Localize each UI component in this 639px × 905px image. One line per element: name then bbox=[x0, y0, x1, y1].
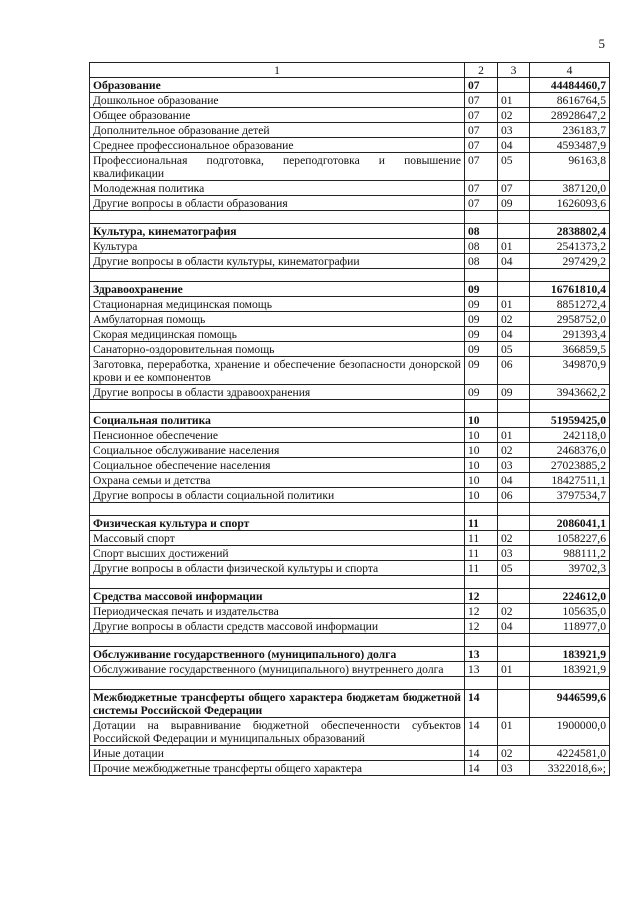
section-subcode-empty bbox=[498, 78, 530, 93]
spacer-row bbox=[90, 576, 610, 589]
section-title: Социальная политика bbox=[90, 413, 465, 428]
section-title: Культура, кинематография bbox=[90, 224, 465, 239]
section-title: Здравоохранение bbox=[90, 282, 465, 297]
table-row bbox=[90, 718, 610, 746]
table-row bbox=[90, 181, 610, 196]
row-section-code: 11 bbox=[465, 561, 498, 576]
spacer-row bbox=[90, 503, 610, 516]
section-code: 13 bbox=[465, 647, 498, 662]
row-name: Спорт высших достижений bbox=[90, 546, 465, 561]
section-row bbox=[90, 78, 610, 93]
row-section-code: 10 bbox=[465, 473, 498, 488]
row-sum: 27023885,2 bbox=[530, 458, 610, 473]
row-sum: 3322018,6»; bbox=[530, 761, 610, 776]
row-sum: 105635,0 bbox=[530, 604, 610, 619]
row-subsection-code: 02 bbox=[498, 604, 530, 619]
spacer-cell bbox=[465, 503, 498, 516]
spacer-cell bbox=[498, 503, 530, 516]
table-row bbox=[90, 746, 610, 761]
section-code: 12 bbox=[465, 589, 498, 604]
row-name: Санаторно-оздоровительная помощь bbox=[90, 342, 465, 357]
row-sum: 2541373,2 bbox=[530, 239, 610, 254]
row-name: Другие вопросы в области социальной политики bbox=[90, 488, 465, 503]
row-section-code: 14 bbox=[465, 761, 498, 776]
row-name: Дополнительное образование детей bbox=[90, 123, 465, 138]
section-title: Физическая культура и спорт bbox=[90, 516, 465, 531]
row-section-code: 08 bbox=[465, 239, 498, 254]
row-subsection-code: 06 bbox=[498, 357, 530, 385]
row-subsection-code: 06 bbox=[498, 488, 530, 503]
section-code: 14 bbox=[465, 690, 498, 718]
section-row bbox=[90, 282, 610, 297]
spacer-cell bbox=[530, 634, 610, 647]
table-row bbox=[90, 138, 610, 153]
row-sum: 1626093,6 bbox=[530, 196, 610, 211]
spacer-cell bbox=[90, 503, 465, 516]
row-subsection-code: 09 bbox=[498, 196, 530, 211]
row-sum: 8616764,5 bbox=[530, 93, 610, 108]
row-subsection-code: 05 bbox=[498, 561, 530, 576]
table-row bbox=[90, 443, 610, 458]
row-sum: 96163,8 bbox=[530, 153, 610, 181]
row-section-code: 11 bbox=[465, 546, 498, 561]
row-sum: 4224581,0 bbox=[530, 746, 610, 761]
spacer-cell bbox=[90, 677, 465, 690]
spacer-row bbox=[90, 677, 610, 690]
row-section-code: 13 bbox=[465, 662, 498, 677]
row-section-code: 10 bbox=[465, 488, 498, 503]
row-section-code: 07 bbox=[465, 153, 498, 181]
spacer-cell bbox=[90, 269, 465, 282]
section-title: Образование bbox=[90, 78, 465, 93]
row-section-code: 09 bbox=[465, 312, 498, 327]
row-section-code: 12 bbox=[465, 604, 498, 619]
row-section-code: 10 bbox=[465, 428, 498, 443]
row-sum: 183921,9 bbox=[530, 662, 610, 677]
spacer-cell bbox=[90, 634, 465, 647]
row-subsection-code: 02 bbox=[498, 312, 530, 327]
row-subsection-code: 05 bbox=[498, 153, 530, 181]
row-name: Другие вопросы в области культуры, кинематографии bbox=[90, 254, 465, 269]
section-sum: 16761810,4 bbox=[530, 282, 610, 297]
row-name: Периодическая печать и издательства bbox=[90, 604, 465, 619]
row-subsection-code: 04 bbox=[498, 254, 530, 269]
section-sum: 44484460,7 bbox=[530, 78, 610, 93]
spacer-row bbox=[90, 211, 610, 224]
section-code: 11 bbox=[465, 516, 498, 531]
section-subcode-empty bbox=[498, 282, 530, 297]
section-row bbox=[90, 690, 610, 718]
row-section-code: 07 bbox=[465, 138, 498, 153]
row-section-code: 09 bbox=[465, 385, 498, 400]
table-row bbox=[90, 531, 610, 546]
row-sum: 39702,3 bbox=[530, 561, 610, 576]
row-name: Амбулаторная помощь bbox=[90, 312, 465, 327]
row-name: Молодежная политика bbox=[90, 181, 465, 196]
spacer-cell bbox=[465, 211, 498, 224]
row-name: Другие вопросы в области образования bbox=[90, 196, 465, 211]
section-subcode-empty bbox=[498, 690, 530, 718]
section-sum: 183921,9 bbox=[530, 647, 610, 662]
section-row bbox=[90, 516, 610, 531]
row-section-code: 07 bbox=[465, 196, 498, 211]
row-sum: 297429,2 bbox=[530, 254, 610, 269]
header-col-2: 2 bbox=[465, 63, 498, 78]
section-sum: 2086041,1 bbox=[530, 516, 610, 531]
row-subsection-code: 01 bbox=[498, 297, 530, 312]
row-subsection-code: 01 bbox=[498, 239, 530, 254]
spacer-cell bbox=[90, 400, 465, 413]
header-col-1: 1 bbox=[90, 63, 465, 78]
row-name: Общее образование bbox=[90, 108, 465, 123]
section-code: 08 bbox=[465, 224, 498, 239]
row-name: Обслуживание государственного (муниципального) внутреннего долга bbox=[90, 662, 465, 677]
row-section-code: 09 bbox=[465, 357, 498, 385]
spacer-cell bbox=[498, 634, 530, 647]
spacer-cell bbox=[465, 400, 498, 413]
row-subsection-code: 03 bbox=[498, 123, 530, 138]
row-name: Стационарная медицинская помощь bbox=[90, 297, 465, 312]
section-title: Обслуживание государственного (муниципального) долга bbox=[90, 647, 465, 662]
row-subsection-code: 05 bbox=[498, 342, 530, 357]
spacer-cell bbox=[465, 634, 498, 647]
row-subsection-code: 04 bbox=[498, 327, 530, 342]
table-row bbox=[90, 761, 610, 776]
budget-table bbox=[89, 62, 610, 776]
section-sum: 9446599,6 bbox=[530, 690, 610, 718]
section-row bbox=[90, 589, 610, 604]
spacer-cell bbox=[498, 211, 530, 224]
spacer-cell bbox=[530, 269, 610, 282]
table-row bbox=[90, 473, 610, 488]
row-sum: 18427511,1 bbox=[530, 473, 610, 488]
table-row bbox=[90, 196, 610, 211]
row-subsection-code: 07 bbox=[498, 181, 530, 196]
table-row bbox=[90, 428, 610, 443]
spacer-cell bbox=[530, 503, 610, 516]
section-sum: 224612,0 bbox=[530, 589, 610, 604]
row-subsection-code: 09 bbox=[498, 385, 530, 400]
row-sum: 291393,4 bbox=[530, 327, 610, 342]
row-section-code: 12 bbox=[465, 619, 498, 634]
row-name: Социальное обеспечение населения bbox=[90, 458, 465, 473]
row-subsection-code: 01 bbox=[498, 93, 530, 108]
row-sum: 236183,7 bbox=[530, 123, 610, 138]
section-row bbox=[90, 647, 610, 662]
row-sum: 349870,9 bbox=[530, 357, 610, 385]
row-subsection-code: 04 bbox=[498, 473, 530, 488]
section-sum: 51959425,0 bbox=[530, 413, 610, 428]
row-sum: 3797534,7 bbox=[530, 488, 610, 503]
spacer-cell bbox=[498, 400, 530, 413]
spacer-row bbox=[90, 269, 610, 282]
table-row bbox=[90, 123, 610, 138]
table-row bbox=[90, 546, 610, 561]
row-section-code: 14 bbox=[465, 718, 498, 746]
section-sum: 2838802,4 bbox=[530, 224, 610, 239]
spacer-row bbox=[90, 400, 610, 413]
table-row bbox=[90, 488, 610, 503]
section-row bbox=[90, 224, 610, 239]
spacer-cell bbox=[465, 269, 498, 282]
row-sum: 2468376,0 bbox=[530, 443, 610, 458]
row-subsection-code: 02 bbox=[498, 443, 530, 458]
row-section-code: 09 bbox=[465, 342, 498, 357]
row-section-code: 07 bbox=[465, 181, 498, 196]
row-name: Среднее профессиональное образование bbox=[90, 138, 465, 153]
section-title: Межбюджетные трансферты общего характера бюджетам бюджетной системы Российской Федерации bbox=[90, 690, 465, 718]
header-col-4: 4 bbox=[530, 63, 610, 78]
table-row bbox=[90, 619, 610, 634]
section-subcode-empty bbox=[498, 224, 530, 239]
row-name: Дотации на выравнивание бюджетной обеспеченности субъектов Российской Федерации и муниципальных образований bbox=[90, 718, 465, 746]
section-subcode-empty bbox=[498, 413, 530, 428]
row-sum: 242118,0 bbox=[530, 428, 610, 443]
row-sum: 387120,0 bbox=[530, 181, 610, 196]
row-sum: 28928647,2 bbox=[530, 108, 610, 123]
spacer-cell bbox=[465, 576, 498, 589]
section-subcode-empty bbox=[498, 516, 530, 531]
spacer-cell bbox=[498, 677, 530, 690]
table-row bbox=[90, 561, 610, 576]
spacer-cell bbox=[90, 576, 465, 589]
section-subcode-empty bbox=[498, 647, 530, 662]
row-name: Пенсионное обеспечение bbox=[90, 428, 465, 443]
table-row bbox=[90, 385, 610, 400]
row-name: Массовый спорт bbox=[90, 531, 465, 546]
row-sum: 1900000,0 bbox=[530, 718, 610, 746]
spacer-cell bbox=[530, 400, 610, 413]
section-code: 07 bbox=[465, 78, 498, 93]
row-section-code: 09 bbox=[465, 297, 498, 312]
row-subsection-code: 04 bbox=[498, 138, 530, 153]
row-section-code: 14 bbox=[465, 746, 498, 761]
table-row bbox=[90, 93, 610, 108]
row-name: Заготовка, переработка, хранение и обеспечение безопасности донорской крови и ее компонентов bbox=[90, 357, 465, 385]
row-name: Другие вопросы в области средств массовой информации bbox=[90, 619, 465, 634]
row-subsection-code: 03 bbox=[498, 458, 530, 473]
row-subsection-code: 02 bbox=[498, 531, 530, 546]
row-name: Профессиональная подготовка, переподготовка и повышение квалификации bbox=[90, 153, 465, 181]
row-section-code: 10 bbox=[465, 458, 498, 473]
row-subsection-code: 02 bbox=[498, 108, 530, 123]
row-section-code: 07 bbox=[465, 108, 498, 123]
row-section-code: 07 bbox=[465, 123, 498, 138]
row-name: Социальное обслуживание населения bbox=[90, 443, 465, 458]
table-row bbox=[90, 662, 610, 677]
section-title: Средства массовой информации bbox=[90, 589, 465, 604]
spacer-cell bbox=[530, 211, 610, 224]
section-subcode-empty bbox=[498, 589, 530, 604]
table-row bbox=[90, 357, 610, 385]
table-row bbox=[90, 458, 610, 473]
row-sum: 3943662,2 bbox=[530, 385, 610, 400]
spacer-row bbox=[90, 634, 610, 647]
spacer-cell bbox=[530, 677, 610, 690]
row-name: Другие вопросы в области здравоохранения bbox=[90, 385, 465, 400]
row-sum: 118977,0 bbox=[530, 619, 610, 634]
spacer-cell bbox=[498, 269, 530, 282]
row-name: Культура bbox=[90, 239, 465, 254]
row-subsection-code: 01 bbox=[498, 718, 530, 746]
row-subsection-code: 03 bbox=[498, 546, 530, 561]
table-row bbox=[90, 108, 610, 123]
row-section-code: 10 bbox=[465, 443, 498, 458]
row-name: Иные дотации bbox=[90, 746, 465, 761]
row-section-code: 11 bbox=[465, 531, 498, 546]
table-row bbox=[90, 312, 610, 327]
row-section-code: 09 bbox=[465, 327, 498, 342]
table-row bbox=[90, 342, 610, 357]
table-row bbox=[90, 327, 610, 342]
row-name: Дошкольное образование bbox=[90, 93, 465, 108]
row-name: Другие вопросы в области физической культуры и спорта bbox=[90, 561, 465, 576]
spacer-cell bbox=[90, 211, 465, 224]
section-code: 10 bbox=[465, 413, 498, 428]
row-name: Прочие межбюджетные трансферты общего характера bbox=[90, 761, 465, 776]
row-subsection-code: 01 bbox=[498, 428, 530, 443]
table-row bbox=[90, 153, 610, 181]
table-row bbox=[90, 604, 610, 619]
row-name: Скорая медицинская помощь bbox=[90, 327, 465, 342]
row-sum: 988111,2 bbox=[530, 546, 610, 561]
row-sum: 2958752,0 bbox=[530, 312, 610, 327]
row-section-code: 08 bbox=[465, 254, 498, 269]
section-row bbox=[90, 413, 610, 428]
spacer-cell bbox=[465, 677, 498, 690]
row-subsection-code: 03 bbox=[498, 761, 530, 776]
table-row bbox=[90, 254, 610, 269]
table-body bbox=[90, 78, 610, 776]
row-section-code: 07 bbox=[465, 93, 498, 108]
row-sum: 1058227,6 bbox=[530, 531, 610, 546]
row-sum: 4593487,9 bbox=[530, 138, 610, 153]
table-row bbox=[90, 239, 610, 254]
row-subsection-code: 02 bbox=[498, 746, 530, 761]
header-col-3: 3 bbox=[498, 63, 530, 78]
row-sum: 8851272,4 bbox=[530, 297, 610, 312]
section-code: 09 bbox=[465, 282, 498, 297]
spacer-cell bbox=[498, 576, 530, 589]
row-subsection-code: 04 bbox=[498, 619, 530, 634]
spacer-cell bbox=[530, 576, 610, 589]
header-row bbox=[90, 63, 610, 78]
row-subsection-code: 01 bbox=[498, 662, 530, 677]
row-sum: 366859,5 bbox=[530, 342, 610, 357]
table-row bbox=[90, 297, 610, 312]
page-number: 5 bbox=[598, 36, 605, 51]
row-name: Охрана семьи и детства bbox=[90, 473, 465, 488]
